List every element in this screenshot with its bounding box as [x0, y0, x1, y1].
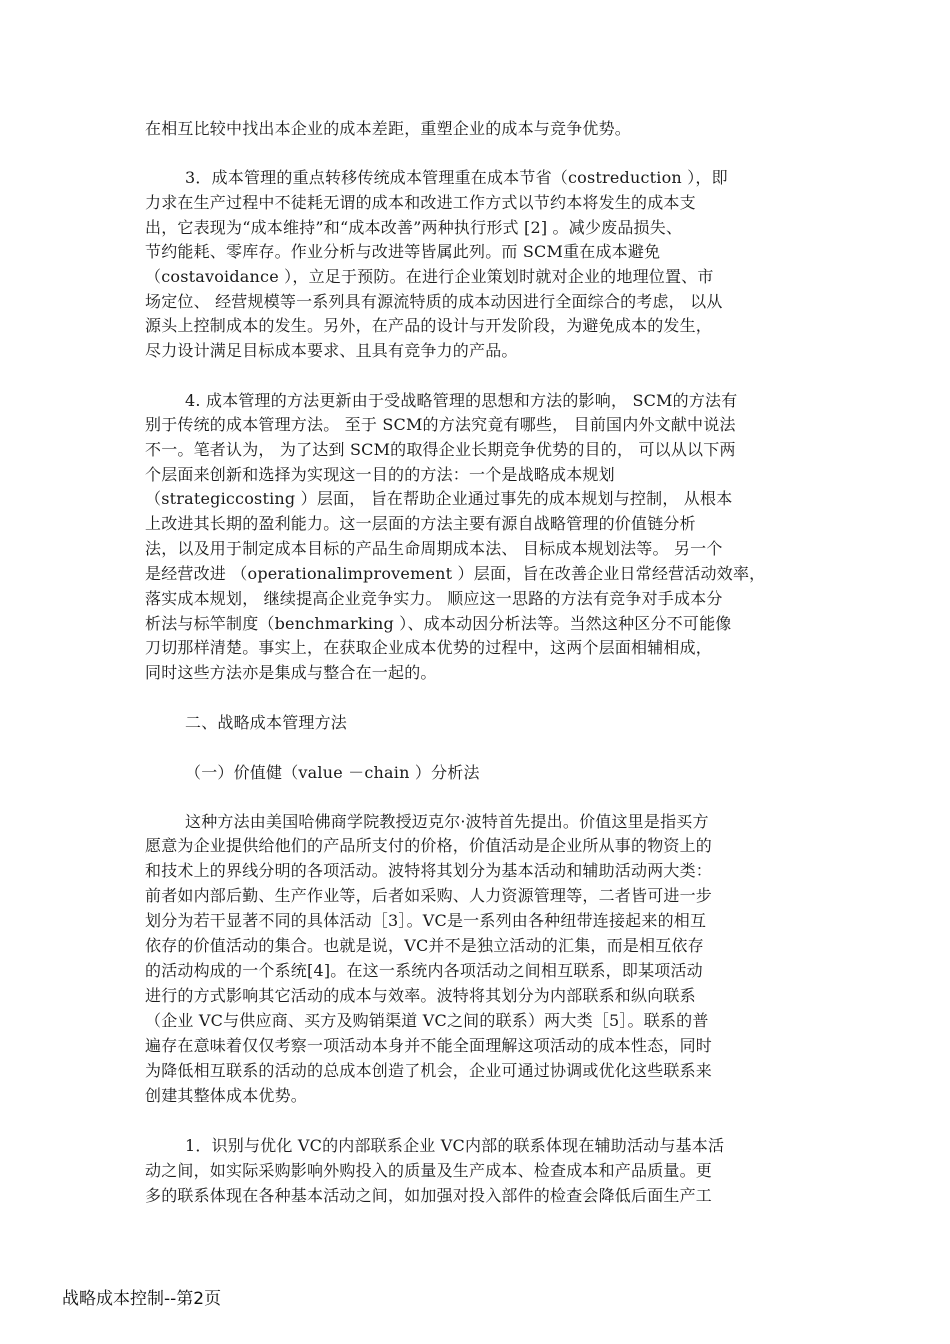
text-line: 源头上控制成本的发生。另外，在产品的设计与开发阶段，为避免成本的发生， — [145, 316, 713, 335]
text-line: 场定位、 经营规模等一系列具有源流特质的成本动因进行全面综合的考虑， 以从 — [145, 292, 723, 311]
text-line: 依存的价值活动的集合。也就是说，VC并不是独立活动的汇集，而是相互依存 — [145, 936, 704, 955]
text-line: （企业 VC与供应商、买方及购销渠道 VC之间的联系）两大类［5］。联系的普 — [145, 1011, 709, 1030]
text-line: 尽力设计满足目标成本要求、且具有竞争力的产品。 — [145, 341, 518, 360]
text-line: 不一。笔者认为， 为了达到 SCM的取得企业长期竞争优势的目的， 可以从以下两 — [145, 440, 736, 459]
text-line: 是经营改进 （operationalimprovement ）层面，旨在改善企业日常经营活动效率， — [145, 564, 766, 583]
text-line: 动之间，如实际采购影响外购投入的质量及生产成本、检查成本和产品质量。更 — [145, 1161, 713, 1180]
text-line: 多的联系体现在各种基本活动之间，如加强对投入部件的检查会降低后面生产工 — [145, 1186, 713, 1205]
text-line: 进行的方式影响其它活动的成本与效率。波特将其划分为内部联系和纵向联系 — [145, 986, 696, 1005]
text-line: 4. 成本管理的方法更新由于受战略管理的思想和方法的影响， SCM的方法有 — [185, 391, 738, 410]
text-line: 愿意为企业提供给他们的产品所支付的价格，价值活动是企业所从事的物资上的 — [145, 836, 713, 855]
text-line: 前者如内部后勤、生产作业等，后者如采购、人力资源管理等，二者皆可进一步 — [145, 886, 713, 905]
text-line: 创建其整体成本优势。 — [145, 1086, 308, 1105]
text-line: （strategiccosting ）层面， 旨在帮助企业通过事先的成本规划与控制， 从根本 — [145, 489, 733, 508]
subsection-heading: （一）价值健（value －chain ）分析法 — [185, 763, 480, 782]
text-line: 节约能耗、零库存。作业分析与改进等皆属此列。而 SCM重在成本避免 — [145, 242, 661, 261]
text-line: （costavoidance ），立足于预防。在进行企业策划时就对企业的地理位置、市 — [145, 267, 714, 286]
section-heading: 二、战略成本管理方法 — [185, 713, 348, 732]
text-line: 别于传统的成本管理方法。 至于 SCM的方法究竟有哪些， 目前国内外文献中说法 — [145, 415, 736, 434]
text-line: 同时这些方法亦是集成与整合在一起的。 — [145, 663, 437, 682]
text-line: 这种方法由美国哈佛商学院教授迈克尔·波特首先提出。价值这里是指买方 — [185, 812, 709, 831]
text-line: 出，它表现为“成本维持”和“成本改善”两种执行形式 [2] 。减少废品损失、 — [145, 218, 683, 237]
text-line: 个层面来创新和选择为实现这一目的的方法：一个是战略成本规划 — [145, 465, 615, 484]
text-line: 上改进其长期的盈利能力。这一层面的方法主要有源自战略管理的价值链分析 — [145, 514, 696, 533]
text-line: 的活动构成的一个系统[4]。在这一系统内各项活动之间相互联系，即某项活动 — [145, 961, 703, 980]
text-line: 法，以及用于制定成本目标的产品生命周期成本法、 目标成本规划法等。 另一个 — [145, 539, 723, 558]
text-line: 和技术上的界线分明的各项活动。波特将其划分为基本活动和辅助活动两大类： — [145, 861, 713, 880]
text-line: 析法与标竿制度（benchmarking ）、成本动因分析法等。当然这种区分不可能像 — [145, 614, 732, 633]
text-line: 遍存在意味着仅仅考察一项活动本身并不能全面理解这项活动的成本性态，同时 — [145, 1036, 713, 1055]
page-footer: 战略成本控制--第2页 — [62, 1289, 222, 1309]
text-line: 落实成本规划， 继续提高企业竞争实力。 顺应这一思路的方法有竞争对手成本分 — [145, 589, 723, 608]
text-line: 划分为若干显著不同的具体活动［3］。VC是一系列由各种纽带连接起来的相互 — [145, 911, 707, 930]
text-line: 刀切那样清楚。事实上，在获取企业成本优势的过程中，这两个层面相辅相成， — [145, 638, 713, 657]
text-line: 为降低相互联系的活动的总成本创造了机会，企业可通过协调或优化这些联系来 — [145, 1061, 713, 1080]
text-line: 1．识别与优化 VC的内部联系企业 VC内部的联系体现在辅助活动与基本活 — [185, 1136, 725, 1155]
text-line: 力求在生产过程中不徒耗无谓的成本和改进工作方式以节约本将发生的成本支 — [145, 193, 696, 212]
text-line: 在相互比较中找出本企业的成本差距，重塑企业的成本与竞争优势。 — [145, 119, 632, 138]
text-line: 3．成本管理的重点转移传统成本管理重在成本节省（costreduction ），即 — [185, 168, 728, 187]
